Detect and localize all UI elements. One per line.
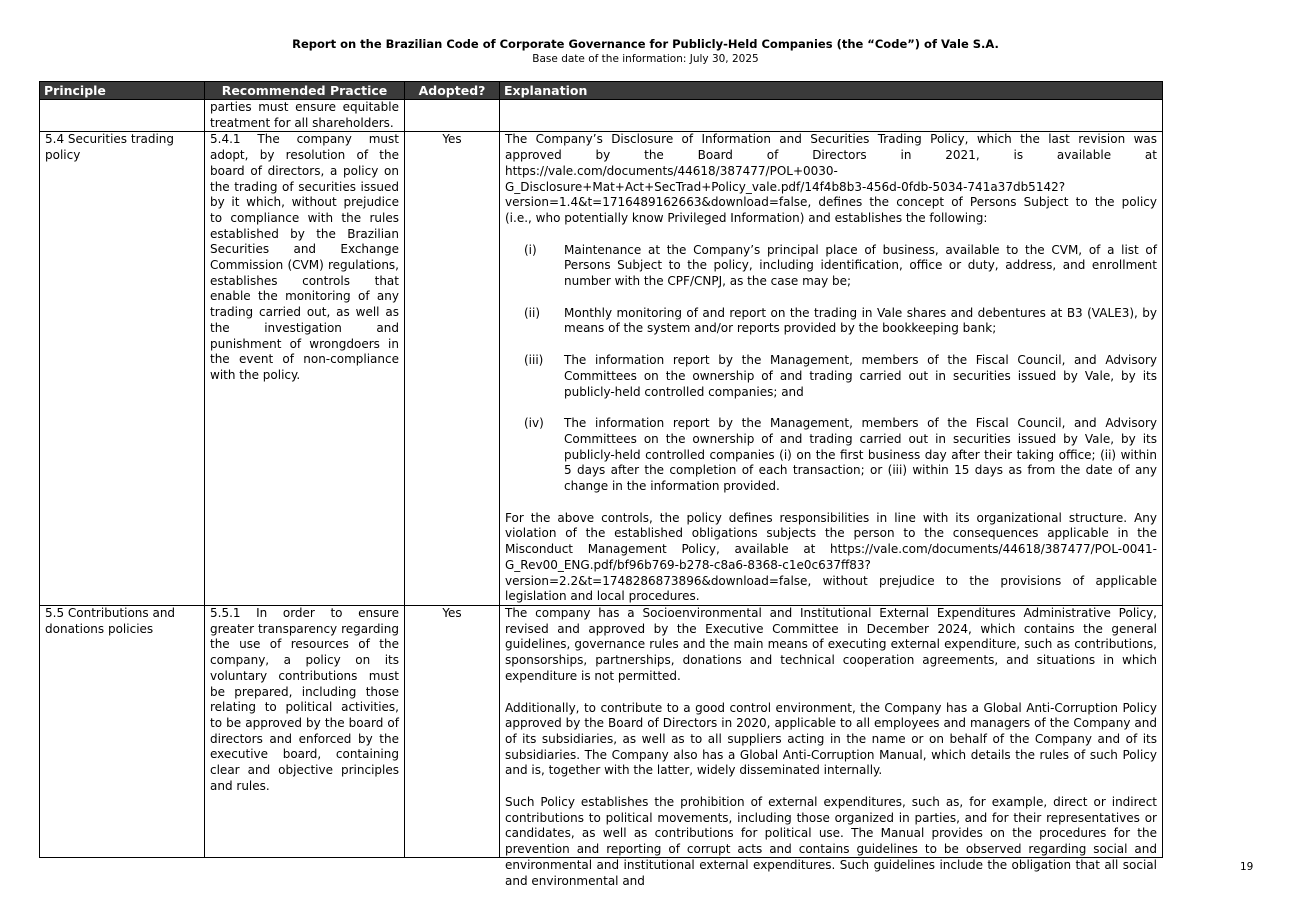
explanation-intro: The Company’s Disclosure of Information and Securities Trading Policy, which the last revision was approved by the Board of Directors in 2021, is available at https://vale.com/documents/44618/387477/POL+0030-G_Disclosure+Mat+Act+SecTrad+Policy_vale.pdf/14f4b8b3-456d-0fdb-5034-741a37db5142?version=1.4&t=1716489162663&download=false, defines the concept of Persons Subject to the policy (i.e., who potentially know Privileged Information) and establishes the following: — [505, 132, 1157, 225]
cell-explanation — [500, 605, 1163, 888]
list-item-number: (i) — [524, 242, 537, 257]
table-header-row — [40, 82, 1163, 100]
page-title: Report on the Brazilian Code of Corporate Governance for Publicly-Held Companies (the “Code”) of Vale S.A. — [292, 37, 999, 51]
column-header-recommended-practice: Recommended Practice — [205, 82, 405, 100]
list-item-number: (ii) — [524, 305, 541, 320]
column-header-explanation: Explanation — [500, 82, 1163, 100]
explanation-paragraph-3: Such Policy establishes the prohibition of external expenditures, such as, for example, direct or indirect contributions to political movements, including those organized in parties, and for their representatives or candidates, as well as contributions for political use. The Manual provides on the procedures for the prevention and reporting of corrupt acts and contains guidelines to be observed regarding social and environmental and institutional external expenditures. Such guidelines include the obligation that all social and environmental and — [505, 795, 1157, 888]
list-item — [505, 416, 1157, 495]
page-number: 19 — [1240, 861, 1254, 873]
cell-practice: parties must ensure equitable treatment for all shareholders. — [205, 100, 405, 132]
explanation-paragraph-2: Additionally, to contribute to a good control environment, the Company has a Global Anti-Corruption Policy approved by the Board of Directors in 2020, applicable to all employees and managers of the Company and of its subsidiaries, as well as to all suppliers acting in the name or on behalf of the Company and of its subsidiaries. The Company also has a Global Anti-Corruption Manual, which details the rules of such Policy and is, together with the latter, widely disseminated internally. — [505, 700, 1157, 778]
cell-principle: 5.4 Securities trading policy — [40, 132, 205, 606]
table-row-5-4 — [40, 132, 1163, 606]
page-subtitle: Base date of the information: July 30, 2025 — [532, 53, 759, 65]
list-item-number: (iv) — [524, 416, 544, 431]
list-item — [505, 243, 1157, 290]
cell-explanation — [500, 100, 1163, 132]
list-item — [505, 306, 1157, 337]
cell-adopted: Yes — [405, 132, 500, 606]
list-item-text: The information report by the Management, members of the Fiscal Council, and Advisory Committees on the ownership of and trading carried out in securities issued by Vale, by its publicly-held controlled companies; and — [564, 353, 1157, 399]
cell-adopted: Yes — [405, 605, 500, 857]
list-item-text: The information report by the Management, members of the Fiscal Council, and Advisory Committees on the ownership of and trading carried out in securities issued by Vale, by its publicly-held controlled companies (i) on the first business day after their taking office; (ii) within 5 days after the completion of each transaction; or (iii) within 15 days as from the date of any change in the information provided. — [564, 416, 1157, 494]
list-item — [505, 353, 1157, 400]
explanation-closing: For the above controls, the policy defines responsibilities in line with its organizational structure. Any violation of the established obligations subjects the person to the consequences applicable in the Misconduct Management Policy, available at https://vale.com/documents/44618/387477/POL-0041-G_Rev00_ENG.pdf/bf96b769-b278-c8a6-8368-c1e0c637ff83?version=2.2&t=1748286873896&download=false, without prejudice to the provisions of applicable legislation and local procedures. — [505, 510, 1157, 604]
cell-explanation — [500, 132, 1163, 606]
list-item-text: Maintenance at the Company’s principal place of business, available to the CVM, of a list of Persons Subject to the policy, including identification, office or duty, address, and enrollment number with the CPF/CNPJ, as the case may be; — [564, 242, 1157, 289]
cell-practice: 5.4.1 The company must adopt, by resolution of the board of directors, a policy on the trading of securities issued by it which, without prejudice to compliance with the rules established by the Brazilian Securities and Exchange Commission (CVM) regulations, establishes controls that enable the monitoring of any trading carried out, as well as the investigation and punishment of wrongdoers in the event of non-compliance with the policy. — [205, 132, 405, 606]
cell-practice: 5.5.1 In order to ensure greater transparency regarding the use of resources of the company, a policy on its voluntary contributions must be prepared, including those relating to political activities, to be approved by the board of directors and enforced by the executive board, containing clear and objective principles and rules. — [205, 605, 405, 857]
list-item-number: (iii) — [524, 353, 544, 368]
explanation-paragraph-1: The company has a Socioenvironmental and Institutional External Expenditures Administrative Policy, revised and approved by the Executive Committee in December 2024, which contains the general guidelines, governance rules and the main means of executing external expenditure, such as contributions, sponsorships, partnerships, donations and technical cooperation agreements, and situations in which expenditure is not permitted. — [505, 605, 1157, 683]
cell-adopted — [405, 100, 500, 132]
cell-principle — [40, 100, 205, 132]
explanation-clip — [505, 605, 1157, 888]
table-row-5-5 — [40, 605, 1163, 857]
column-header-principle: Principle — [40, 82, 205, 100]
list-item-text: Monthly monitoring of and report on the trading in Vale shares and debentures at B3 (VALE3), by means of the system and/or reports provided by the bookkeeping bank; — [564, 305, 1157, 336]
cell-principle: 5.5 Contributions and donations policies — [40, 605, 205, 857]
governance-table — [39, 81, 1163, 888]
table-row-continued — [40, 100, 1163, 132]
column-header-adopted: Adopted? — [405, 82, 500, 100]
